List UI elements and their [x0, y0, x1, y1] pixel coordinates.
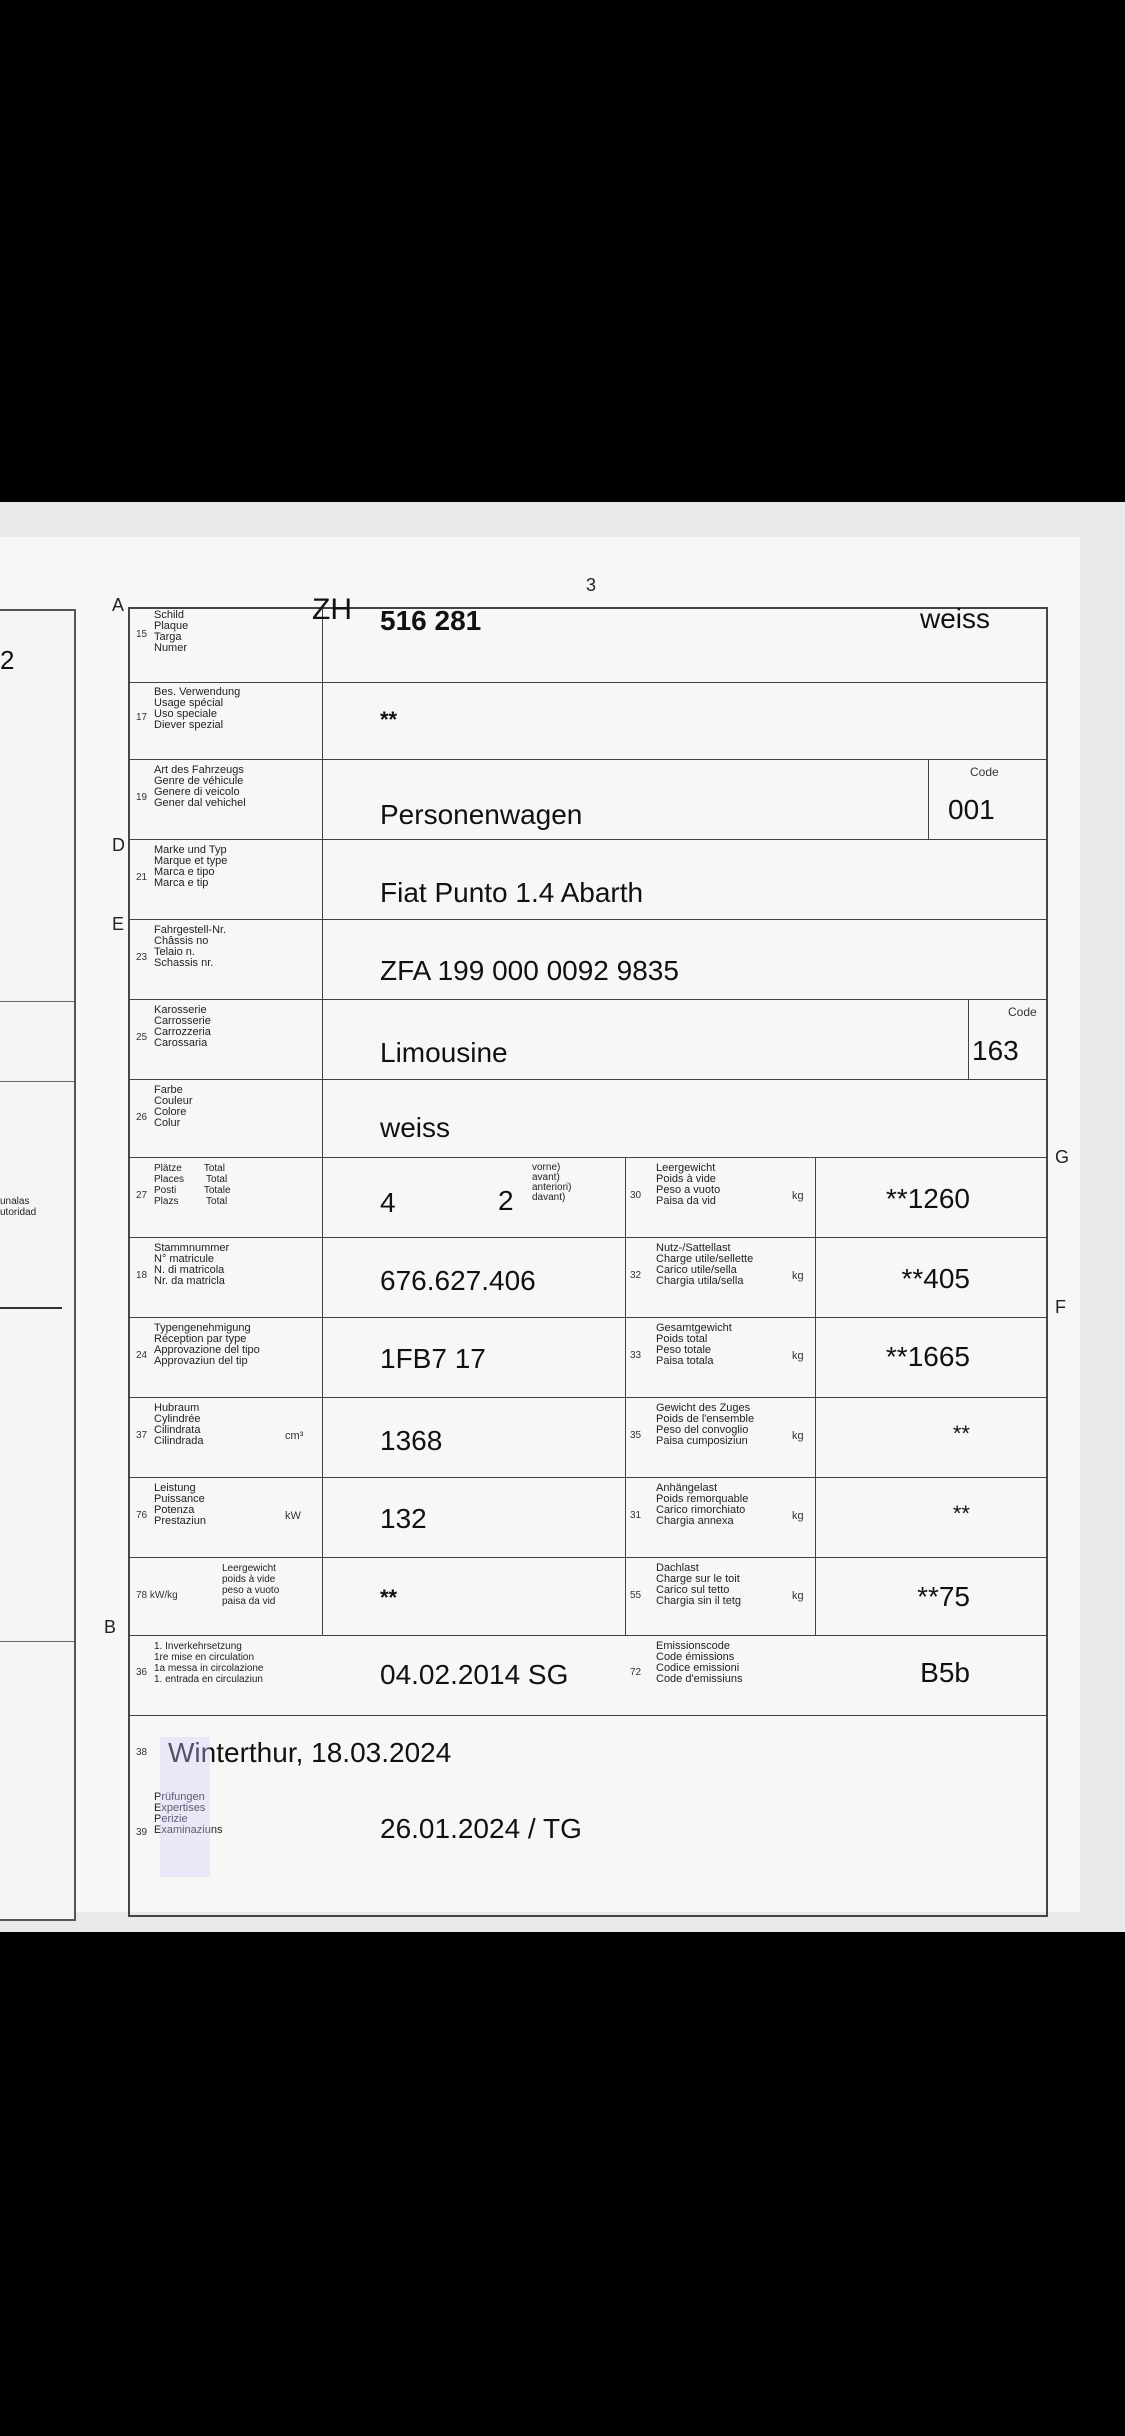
field-33-label: Gesamtgewicht Poids total Peso totale Paisa totala	[656, 1322, 732, 1367]
side-mark-g: G	[1055, 1147, 1070, 1167]
field-32-label: Nutz-/Sattellast Charge utile/sellette Carico utile/sella Chargia utila/sella	[656, 1242, 754, 1287]
field-35-unit: kg	[792, 1430, 804, 1442]
body-type-code-label: Code	[1008, 1005, 1037, 1019]
make-model-value: Fiat Punto 1.4 Abarth	[380, 877, 644, 908]
power-weight-ratio-value: **	[380, 1585, 398, 1610]
field-21-number: 21	[136, 872, 148, 883]
empty-weight-value: **1260	[885, 1183, 970, 1214]
vehicle-type-code: 001	[948, 794, 995, 825]
vehicle-type-value: Personenwagen	[380, 799, 583, 830]
left-page-rule	[0, 1307, 62, 1309]
field-36-number: 36	[136, 1667, 148, 1678]
body-type-code: 163	[972, 1035, 1019, 1066]
field-25-label: Karosserie Carrosserie Carrozzeria Carossaria	[154, 1004, 211, 1049]
field-33-number: 33	[630, 1350, 642, 1361]
field-32-unit: kg	[792, 1270, 804, 1282]
color-value: weiss	[380, 1112, 451, 1143]
field-72-number: 72	[630, 1667, 642, 1678]
field-31-unit: kg	[792, 1510, 804, 1522]
field-24-number: 24	[136, 1350, 148, 1361]
field-76-label: Leistung Puissance Potenza Prestaziun	[154, 1482, 206, 1527]
field-26-label: Farbe Couleur Colore Colur	[154, 1084, 193, 1129]
field-31-label: Anhängelast Poids remorquable Carico rimorchiato Chargia annexa	[656, 1482, 749, 1527]
field-32-number: 32	[630, 1270, 642, 1281]
field-30-label: Leergewicht Poids à vide Peso a vuoto Paisa da vid	[656, 1162, 721, 1207]
left-page-number: 2	[0, 645, 15, 675]
field-27-label: Plätze Total Places Total Posti Totale Plazs Total	[154, 1163, 231, 1207]
emission-code-value: B5b	[920, 1657, 970, 1688]
field-21-label: Marke und Typ Marque et type Marca e tipo Marca e tip	[154, 844, 228, 889]
page-number: 3	[586, 575, 597, 595]
total-weight-value: **1665	[885, 1341, 970, 1372]
field-76-number: 76	[136, 1510, 148, 1521]
plate-canton: ZH	[312, 593, 352, 626]
field-76-unit: kW	[285, 1510, 301, 1522]
field-55-label: Dachlast Charge sur le toit Carico sul tetto Chargia sin il tetg	[656, 1562, 741, 1607]
field-78-label: Leergewicht poids à vide peso a vuoto paisa da vid	[222, 1563, 280, 1607]
field-24-label: Typengenehmigung Réception par type Approvazione del tipo Approvaziun del tip	[154, 1322, 260, 1367]
field-26-number: 26	[136, 1112, 148, 1123]
field-18-label: Stammnummer N° matricule N. di matricola Nr. da matricla	[154, 1242, 230, 1287]
side-mark-b: B	[104, 1617, 117, 1637]
field-39-label: Prüfungen Expertises Perizie Examinaziuns	[154, 1791, 223, 1836]
seats-front-value: 2	[498, 1185, 514, 1216]
field-23-number: 23	[136, 952, 148, 963]
field-36-label: 1. Inverkehrsetzung 1re mise en circulation 1a messa in circolazione 1. entrada en circulaziun	[154, 1641, 264, 1685]
chassis-number-value: ZFA 199 000 0092 9835	[380, 955, 679, 986]
field-23-label: Fahrgestell-Nr. Châssis no Telaio n. Schassis nr.	[154, 924, 227, 969]
field-30-number: 30	[630, 1190, 642, 1201]
side-mark-e: E	[112, 914, 125, 934]
side-mark-a: A	[112, 595, 125, 615]
field-38-number: 38	[136, 1747, 148, 1758]
displacement-value: 1368	[380, 1425, 443, 1456]
field-35-number: 35	[630, 1430, 642, 1441]
field-17-number: 17	[136, 712, 148, 723]
side-mark-f: F	[1055, 1297, 1066, 1317]
field-17-label: Bes. Verwendung Usage spécial Uso speciale Diever spezial	[154, 686, 241, 731]
place-date-value: Winterthur, 18.03.2024	[168, 1737, 452, 1768]
field-37-label: Hubraum Cylindrée Cilindrata Cilindrada	[154, 1402, 204, 1447]
inspection-value: 26.01.2024 / TG	[380, 1813, 582, 1844]
trailer-load-value: **	[952, 1501, 970, 1526]
field-35-label: Gewicht des Zuges Poids de l'ensemble Peso del convoglio Paisa cumposiziun	[656, 1402, 755, 1447]
field-55-number: 55	[630, 1590, 642, 1601]
field-15-label: Schild Plaque Targa Numer	[154, 609, 189, 654]
ink-smudge	[160, 1737, 210, 1877]
field-18-number: 18	[136, 1270, 148, 1281]
field-39-number: 39	[136, 1827, 148, 1838]
field-19-number: 19	[136, 792, 148, 803]
vehicle-type-code-label: Code	[970, 765, 999, 779]
master-number-value: 676.627.406	[380, 1265, 536, 1296]
roof-load-value: **75	[917, 1581, 970, 1612]
field-33-unit: kg	[792, 1350, 804, 1362]
field-78-number: 78 kW/kg	[136, 1590, 178, 1601]
field-72-label: Emissionscode Code émissions Codice emissioni Code d'emissiuns	[656, 1640, 743, 1685]
field-27-number: 27	[136, 1190, 148, 1201]
field-30-unit: kg	[792, 1190, 804, 1202]
field-31-number: 31	[630, 1510, 642, 1521]
seats-total-value: 4	[380, 1187, 396, 1218]
field-25-number: 25	[136, 1032, 148, 1043]
side-mark-d: D	[112, 835, 125, 855]
document-photo	[0, 502, 1125, 1932]
seats-front-label: vorne) avant) anteriori) davant)	[532, 1162, 572, 1203]
left-page-fragment	[0, 609, 76, 1921]
body-type-value: Limousine	[380, 1037, 508, 1068]
special-use-value: **	[380, 707, 398, 732]
field-37-number: 37	[136, 1430, 148, 1441]
plate-color: weiss	[920, 603, 991, 634]
registration-document	[0, 537, 1080, 1912]
payload-value: **405	[901, 1263, 970, 1294]
first-registration-value: 04.02.2014 SG	[380, 1659, 569, 1690]
plate-number: 516 281	[380, 605, 482, 636]
power-value: 132	[380, 1503, 427, 1534]
field-55-unit: kg	[792, 1590, 804, 1602]
train-weight-value: **	[952, 1421, 970, 1446]
field-15-number: 15	[136, 629, 148, 640]
field-19-label: Art des Fahrzeugs Genre de véhicule Genere di veicolo Gener dal vehichel	[154, 764, 246, 809]
field-37-unit: cm³	[285, 1430, 304, 1442]
left-page-small-text: unalas utoridad	[0, 1196, 37, 1218]
type-approval-value: 1FB7 17	[380, 1343, 486, 1374]
